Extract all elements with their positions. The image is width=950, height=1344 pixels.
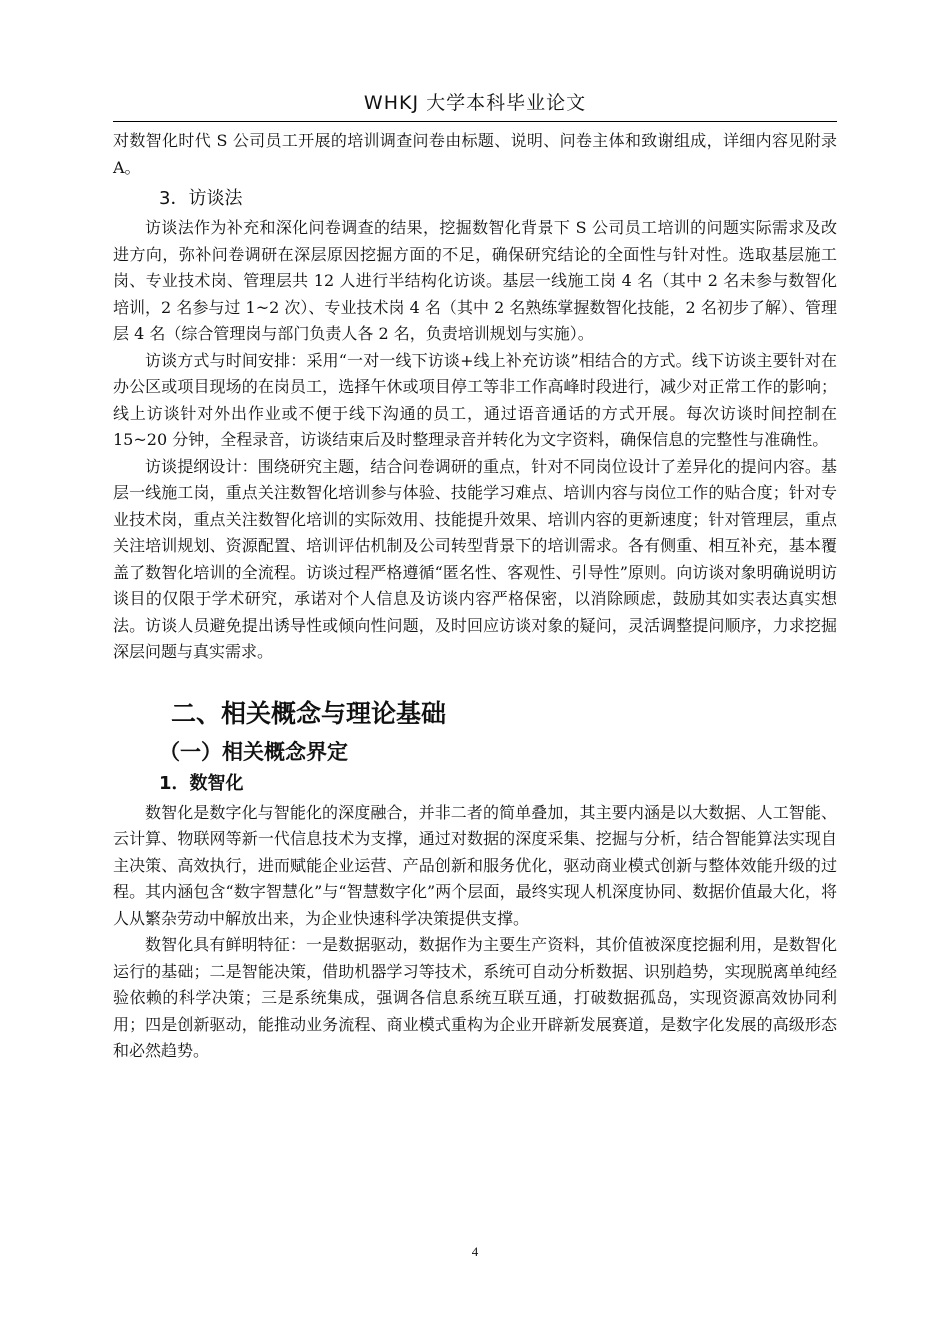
paragraph-digital-1: 数智化是数字化与智能化的深度融合，并非二者的简单叠加，其主要内涵是以大数据、人工智能、云计算、物联网等新一代信息技术为支撑，通过对数据的深度采集、挖掘与分析，结合智能算法实现自主决策、高效执行，进而赋能企业运营、产品创新和服务优化，驱动商业模式创新与整体效能升级的过程。其内涵包含“数字智慧化”与“智慧数字化”两个层面，最终实现人机深度协同、数据价值最大化，将人从繁杂劳动中解放出来，为企业快速科学决策提供支撑。 <box>113 802 837 928</box>
page-body <box>113 128 837 1065</box>
paragraph-interview-2: 访谈方式与时间安排：采用“一对一线下访谈+线上补充访谈”相结合的方式。线下访谈主要针对在办公区或项目现场的在岗员工，选择午休或项目停工等非工作高峰时段进行，减少对正常工作的影响；线上访谈针对外出作业或不便于线下沟通的员工，通过语音通话的方式开展。每次访谈时间控制在 15~20 分钟，全程录音，访谈结束后及时整理录音并转化为文字资料，确保信息的完整性与准确性。 <box>113 350 837 449</box>
paragraph-interview-1: 访谈法作为补充和深化问卷调查的结果，挖掘数智化背景下 S 公司员工培训的问题实际需求及改进方向，弥补问卷调研在深层原因挖掘方面的不足，确保研究结论的全面性与针对性。选取基层施工岗、专业技术岗、管理层共 12 人进行半结构化访谈。基层一线施工岗 4 名（其中 2 名未参与数智化培训，2 名参与过 1~2 次）、专业技术岗 4 名（其中 2 名熟练掌握数智化技能，2 名初步了解）、管理层 4 名（综合管理岗与部门负责人各 2 名，负责培训规划与实施）。 <box>113 218 837 343</box>
paragraph-digital-2: 数智化具有鲜明特征：一是数据驱动，数据作为主要生产资料，其价值被深度挖掘利用，是数智化运行的基础；二是智能决策，借助机器学习等技术，系统可自动分析数据、识别趋势，实现脱离单纯经验依赖的科学决策；三是系统集成，强调各信息系统互联互通，打破数据孤岛，实现资源高效协同利用；四是创新驱动，能推动业务流程、商业模式重构为企业开辟新发展赛道，是数字化发展的高级形态和必然趋势。 <box>113 935 837 1060</box>
paragraph-interview-3: 访谈提纲设计：围绕研究主题，结合问卷调研的重点，针对不同岗位设计了差异化的提问内容。基层一线施工岗，重点关注数智化培训参与体验、技能学习难点、培训内容与岗位工作的贴合度；针对专业技术岗，重点关注数智化培训的实际效用、技能提升效果、培训内容的更新速度；针对管理层，重点关注培训规划、资源配置、培训评估机制及公司转型背景下的培训需求。各有侧重、相互补充，基本覆盖了数智化培训的全流程。访谈过程严格遵循“匿名性、客观性、引导性”原则。向访谈对象明确说明访谈目的仅限于学术研究，承诺对个人信息及访谈内容严格保密，以消除顾虑，鼓励其如实表达真实想法。访谈人员避免提出诱导性或倾向性问题，及时回应访谈对象的疑问，灵活调整提问顺序，力求挖掘深层问题与真实需求。 <box>113 456 837 661</box>
heading-interview-method: 3．访谈法 <box>159 188 243 209</box>
section-heading: （一）相关概念界定 <box>159 739 348 764</box>
page-number: 4 <box>471 1244 479 1259</box>
page-header: WHKJ 大学本科毕业论文 <box>363 92 587 114</box>
paragraph-intro: 对数智化时代 S 公司员工开展的培训调查问卷由标题、说明、问卷主体和致谢组成，详细内容见附录 A。 <box>113 131 837 177</box>
chapter-heading: 二、相关概念与理论基础 <box>171 698 447 728</box>
header-rule <box>113 121 837 122</box>
subsection-heading: 1．数智化 <box>159 772 244 794</box>
